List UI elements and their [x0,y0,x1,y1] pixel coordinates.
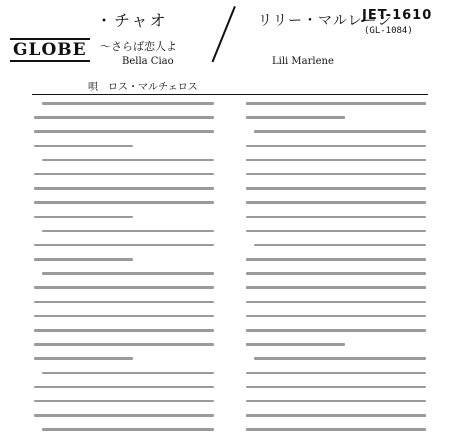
text-line [34,357,133,360]
text-line [34,130,214,133]
catalog-number-sub: (GL-1084) [364,26,413,36]
catalog-number: JET-1610 [362,8,433,23]
title-divider [212,6,236,62]
text-line [246,414,426,417]
artist-name-en: Lili Marlene [272,56,334,67]
text-line [246,173,426,176]
body-column-left [34,102,214,443]
text-line [42,159,214,162]
text-line [34,301,214,304]
text-line [42,230,214,233]
text-line [34,173,214,176]
text-line [246,102,426,105]
text-line [42,372,214,375]
text-line [34,329,214,332]
text-line [246,400,426,403]
text-line [246,145,426,148]
text-line [34,315,214,318]
text-line [34,116,214,119]
text-line [246,386,426,389]
text-line [246,216,426,219]
text-line [34,216,133,219]
text-line [34,414,214,417]
text-line [34,286,214,289]
text-line [246,343,345,346]
text-line [34,244,214,247]
text-line [246,329,426,332]
text-line [246,201,426,204]
text-line [34,258,133,261]
text-line [246,258,426,261]
header-rule [32,94,428,95]
text-line [246,116,345,119]
text-line [254,244,426,247]
text-line [246,230,426,233]
text-line [42,272,214,275]
text-line [246,372,426,375]
text-line [34,400,214,403]
body-column-right [246,102,426,443]
text-line [246,315,426,318]
text-line [246,286,426,289]
text-line [34,145,133,148]
text-line [246,159,426,162]
text-line [254,130,426,133]
text-line [34,386,214,389]
text-line [246,301,426,304]
text-line [246,272,426,275]
artist-name-jp: リリー・マルレーン [258,13,393,29]
text-line [246,187,426,190]
song-subtitle-jp: 〜さらば恋人よ [100,40,177,53]
vocal-credit: 唄 ロス・マルチェロス [88,82,198,93]
text-line [42,428,214,431]
text-line [246,428,426,431]
text-line [254,357,426,360]
song-title-jp: ・チャオ [96,11,168,30]
text-line [34,201,214,204]
song-title-en: Bella Ciao [122,56,174,67]
text-line [34,343,214,346]
label-logo: GLOBE [10,38,90,62]
text-line [34,187,214,190]
text-line [42,102,214,105]
